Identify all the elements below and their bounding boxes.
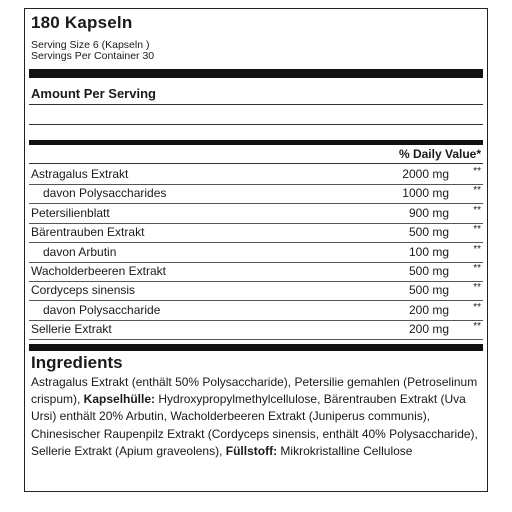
nutrient-amount: 900 mg [408,205,449,220]
nutrient-daily-value: ** [473,321,481,333]
serving-info [31,40,154,62]
servings-per-container: Servings Per Container 30 [31,50,155,62]
ingredients-text [31,374,487,460]
nutrient-name: Bärentrauben Extrakt [31,225,145,240]
serving-size: Serving Size 6 (Kapseln ) [31,39,150,51]
divider-line [29,124,483,125]
nutrient-name: Sellerie Extrakt [31,322,112,337]
ingredients-text-part: Mikrokristalline Cellulose [277,443,413,458]
nutrient-daily-value: ** [473,224,481,236]
thick-divider-top [29,69,483,78]
nutrient-amount: 100 mg [408,244,449,259]
nutrient-amount: 200 mg [408,322,449,337]
nutrient-amount: 500 mg [408,225,449,240]
nutrient-daily-value: ** [473,282,481,294]
nutrient-name: Wacholderbeeren Extrakt [31,264,166,278]
nutrient-row [29,281,483,301]
ingredients-bold-label: Füllstoff: [225,443,278,458]
nutrient-name: Astragalus Extrakt [31,167,129,181]
nutrient-row [29,243,483,263]
nutrient-row [29,204,483,224]
nutrient-amount: 500 mg [408,264,449,278]
nutrient-daily-value: ** [473,243,481,255]
ingredients-text-part: Hydroxypropylmethylcellulose, Bärentrauben Extrakt (Uva Ursi) enthält 20% Arbutin, Wacholderbeeren Extrakt (Juniperus communis), Chinesischer Raupenpilz Extrakt (Cordyceps sinensis, enthält 40% Polysaccharide), Sellerie Extrakt (Apium graveolens), [31,392,478,458]
nutrient-daily-value: ** [473,263,481,274]
nutrient-name: davon Arbutin [43,244,117,259]
nutrient-row [29,262,483,282]
nutrient-amount: 200 mg [408,302,449,317]
nutrient-row [29,184,483,204]
nutrient-daily-value: ** [473,166,481,177]
daily-value-header: % Daily Value* [398,147,481,161]
nutrient-amount: 500 mg [408,283,449,298]
nutrient-name: Cordyceps sinensis [31,283,136,298]
nutrient-daily-value: ** [473,185,481,197]
product-title: 180 Kapseln [31,13,133,32]
nutrient-name: davon Polysaccharide [43,302,161,317]
divider-line [29,104,483,105]
nutrient-amount: 1000 mg [402,186,449,201]
thick-divider-bottom [29,344,483,351]
amount-per-serving-heading: Amount Per Serving [31,86,156,101]
nutrient-name: Petersilienblatt [31,205,110,220]
supplement-facts-panel [24,8,488,492]
nutrient-row [29,301,483,321]
ingredients-text-part: Astragalus Extrakt (enthält 50% Polysaccharide), Petersilie gemahlen (Petroselinum crispum), [31,375,478,407]
ingredients-heading: Ingredients [31,353,123,372]
divider-line [29,163,483,164]
nutrient-amount: 2000 mg [402,167,449,181]
nutrient-row [29,165,483,185]
nutrient-name: davon Polysaccharides [43,186,167,201]
nutrient-row [29,320,483,340]
nutrient-row [29,223,483,243]
nutrient-daily-value: ** [473,301,481,313]
nutrient-daily-value: ** [473,204,481,216]
thick-divider-mid [29,140,483,145]
ingredients-bold-label: Kapselhülle: [83,392,156,407]
